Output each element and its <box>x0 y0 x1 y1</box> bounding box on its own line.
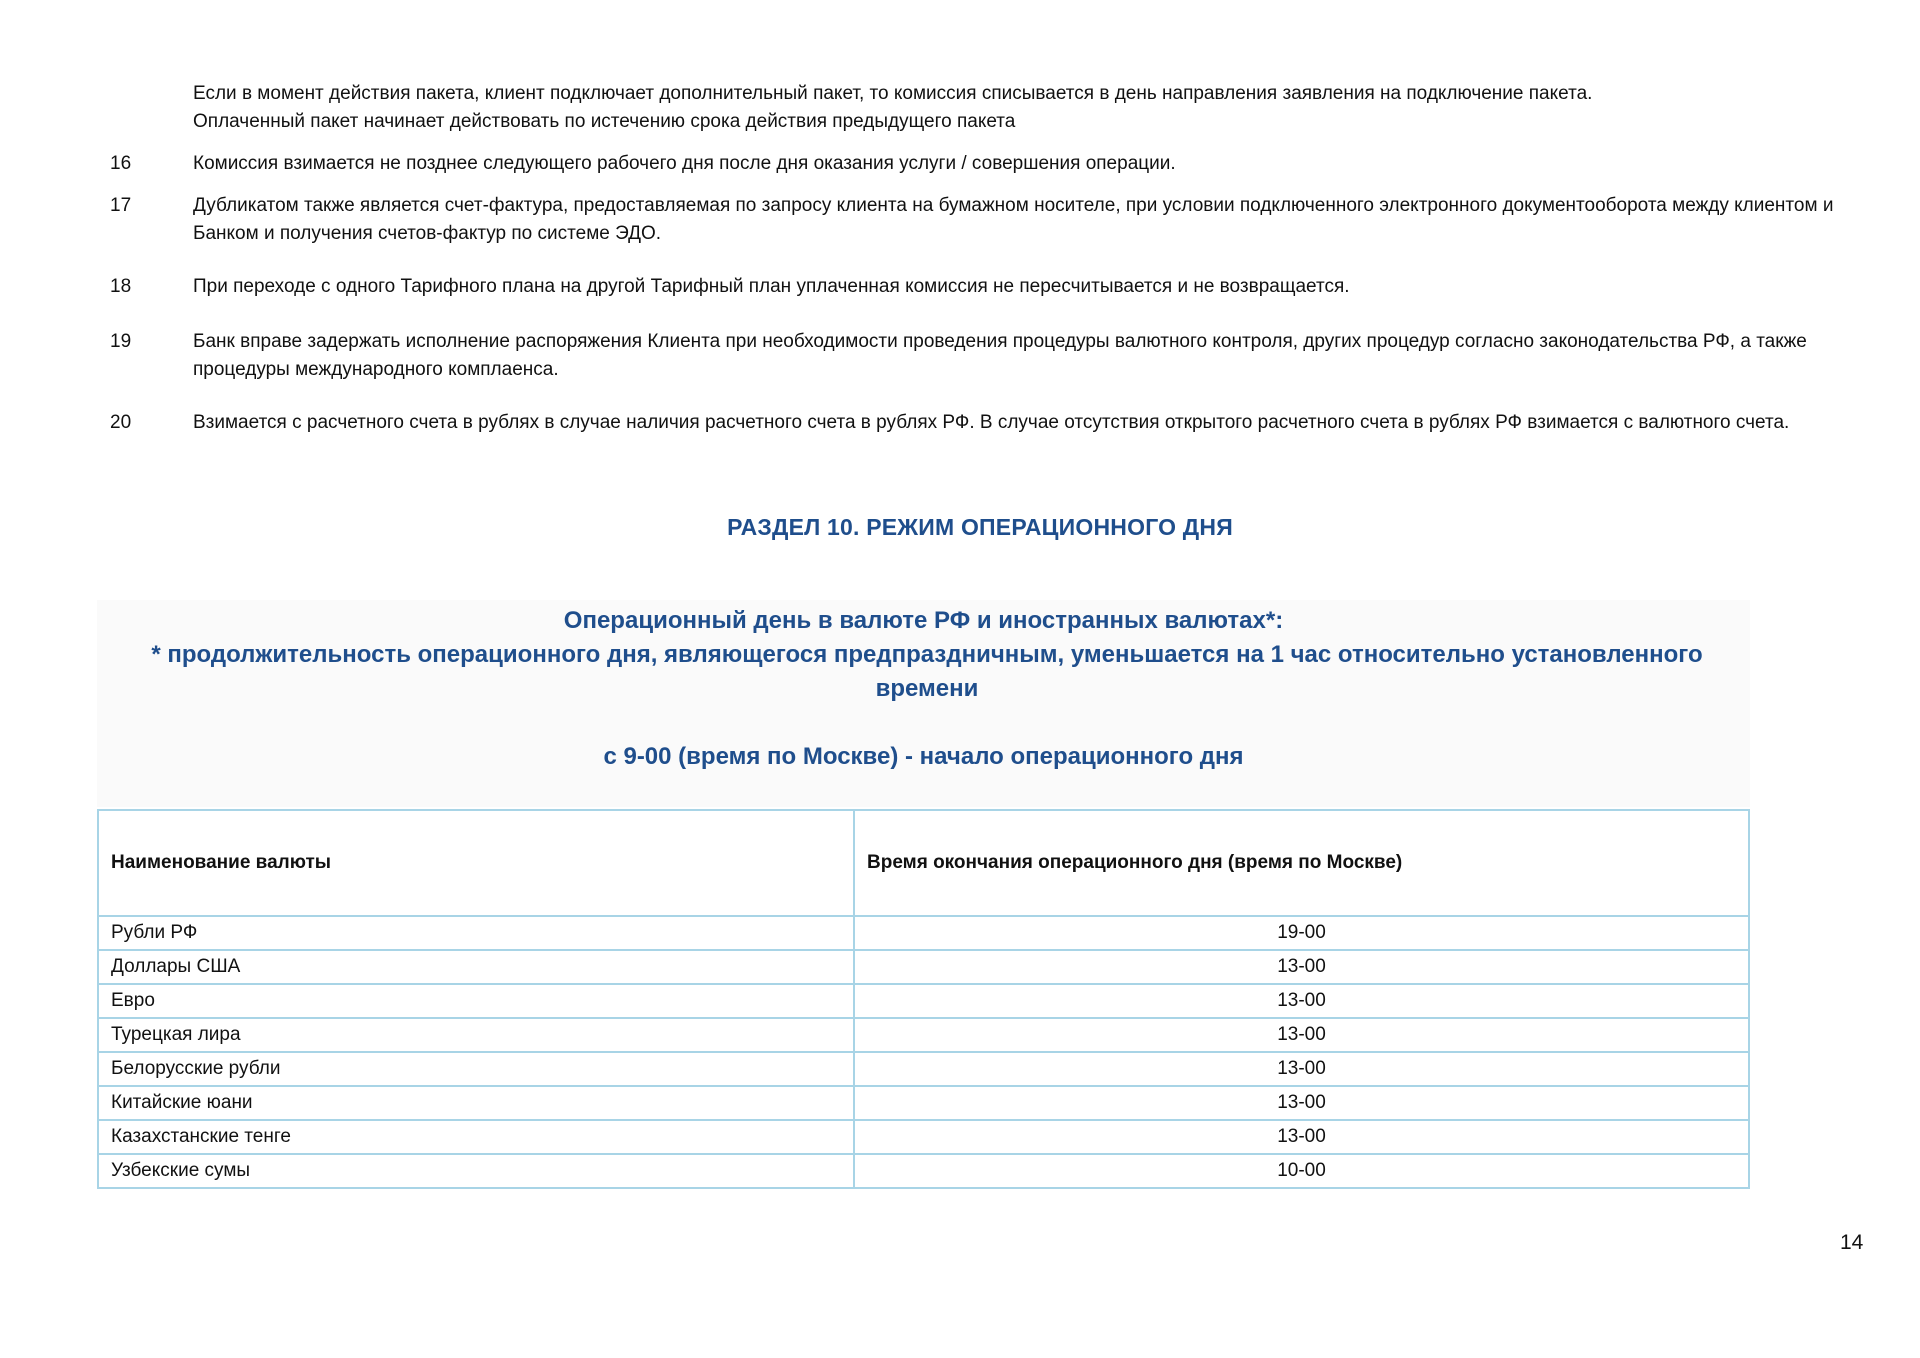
footnote-15-continuation <box>193 80 1833 136</box>
table-row <box>98 1086 1749 1120</box>
currency-name: Белорусские рубли <box>98 1052 854 1086</box>
currency-name: Китайские юани <box>98 1086 854 1120</box>
end-time: 13-00 <box>854 1120 1749 1154</box>
section-title: РАЗДЕЛ 10. РЕЖИМ ОПЕРАЦИОННОГО ДНЯ <box>727 514 1233 540</box>
table-row <box>98 916 1749 950</box>
currency-name: Турецкая лира <box>98 1018 854 1052</box>
footnote-text: Взимается с расчетного счета в рублях в случае наличия расчетного счета в рублях РФ. В случае отсутствия открытого расчетного счета в рублях РФ взимается с валютного счета. <box>193 412 1790 433</box>
page-number: 14 <box>1840 1231 1864 1254</box>
footnote-19 <box>110 328 1850 384</box>
footnote-text: Дубликатом также является счет-фактура, предоставляемая по запросу клиента на бумажном носителе, при условии подключенного электронного документооборота между клиентом и Банком и получения счетов-фактур по системе ЭДО. <box>193 195 1834 244</box>
table-header-row <box>98 810 1749 916</box>
footnote-number: 19 <box>110 331 132 352</box>
footnote-20 <box>110 409 1850 437</box>
end-time: 13-00 <box>854 1018 1749 1052</box>
currency-name: Узбекские сумы <box>98 1154 854 1188</box>
footnote-text: Банк вправе задержать исполнение распоряжения Клиента при необходимости проведения процедуры валютного контроля, других процедур согласно законодательства РФ, а также процедуры международного комплаенса. <box>193 331 1807 380</box>
operational-day-start: с 9-00 (время по Москве) - начало операционного дня <box>603 743 1244 770</box>
operational-day-panel <box>97 600 1750 807</box>
currency-table <box>97 809 1750 1189</box>
footnote-17 <box>110 192 1850 248</box>
table-row <box>98 1052 1749 1086</box>
footnote-number: 16 <box>110 153 132 174</box>
table-row <box>98 984 1749 1018</box>
footnote-16 <box>110 150 1850 178</box>
currency-name: Казахстанские тенге <box>98 1120 854 1154</box>
end-time: 13-00 <box>854 984 1749 1018</box>
table-row <box>98 1154 1749 1188</box>
end-time: 13-00 <box>854 1052 1749 1086</box>
footnote-18 <box>110 273 1850 301</box>
currency-name: Доллары США <box>98 950 854 984</box>
continuation-line-2: Оплаченный пакет начинает действовать по истечению срока действия предыдущего пакета <box>193 111 1016 132</box>
continuation-line-1: Если в момент действия пакета, клиент подключает дополнительный пакет, то комиссия списывается в день направления заявления на подключение пакета. <box>193 83 1593 104</box>
end-time: 13-00 <box>854 1086 1749 1120</box>
table-row <box>98 950 1749 984</box>
footnote-number: 17 <box>110 195 132 216</box>
column-header-end-time: Время окончания операционного дня (время по Москве) <box>854 810 1749 916</box>
operational-day-note: * продолжительность операционного дня, являющегося предпраздничным, уменьшается на 1 час относительно установленного времени <box>151 641 1703 702</box>
footnote-text: При переходе с одного Тарифного плана на другой Тарифный план уплаченная комиссия не пересчитывается и не возвращается. <box>193 276 1350 297</box>
end-time: 10-00 <box>854 1154 1749 1188</box>
column-header-currency: Наименование валюты <box>98 810 854 916</box>
footnote-text: Комиссия взимается не позднее следующего рабочего дня после дня оказания услуги / совершения операции. <box>193 153 1176 174</box>
footnote-number: 18 <box>110 276 132 297</box>
operational-day-heading: Операционный день в валюте РФ и иностранных валютах*: <box>563 607 1284 634</box>
end-time: 13-00 <box>854 950 1749 984</box>
currency-name: Рубли РФ <box>98 916 854 950</box>
footnote-number: 20 <box>110 412 132 433</box>
table-row <box>98 1018 1749 1052</box>
table-row <box>98 1120 1749 1154</box>
end-time: 19-00 <box>854 916 1749 950</box>
currency-name: Евро <box>98 984 854 1018</box>
